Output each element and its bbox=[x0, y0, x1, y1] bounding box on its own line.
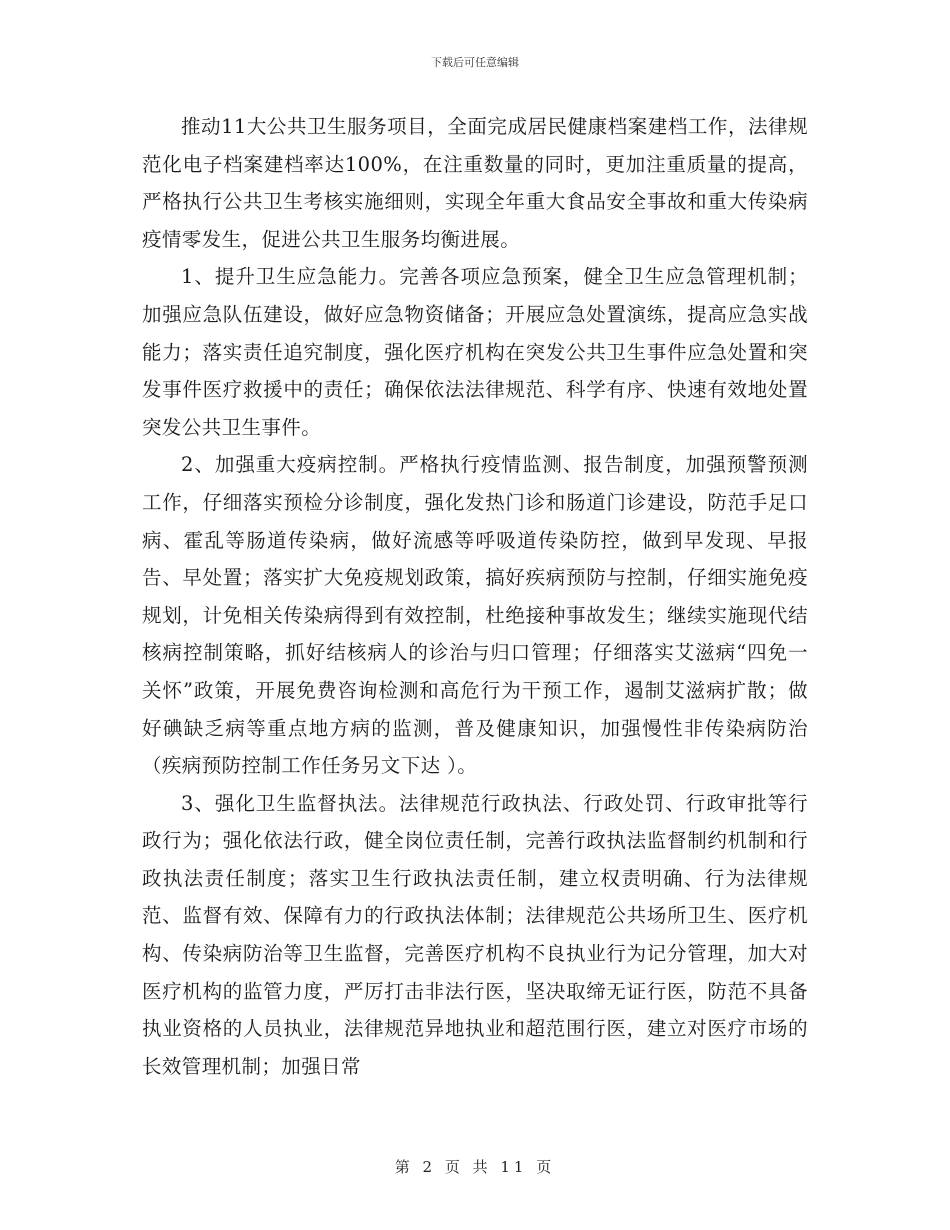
paragraph-intro: 推动11大公共卫生服务项目，全面完成居民健康档案建档工作，法律规范化电子档案建档率达100%，在注重数量的同时，更加注重质量的提高，严格执行公共卫生考核实施细则，实现全年重大食品安全事故和重大传染病疫情零发生，促进公共卫生服务均衡进展。 bbox=[142, 115, 808, 251]
paragraph-disease-control: 2、加强重大疫病控制。严格执行疫情监测、报告制度，加强预警预测工作，仔细落实预检分诊制度，强化发热门诊和肠道门诊建设，防范手足口病、霍乱等肠道传染病，做好流感等呼吸道传染防控，做到早发现、早报告、早处置；落实扩大免疫规划政策，搞好疾病预防与控制，仔细实施免疫规划，计免相关传染病得到有效控制，杜绝接种事故发生；继续实施现代结核病控制策略，抓好结核病人的诊治与归口管理；仔细落实艾滋病“四免一关怀”政策，开展免费咨询检测和高危行为干预工作，遏制艾滋病扩散；做好碘缺乏病等重点地方病的监测，普及健康知识，加强慢性非传染病防治（疾病预防控制工作任务另文下达 ）。 bbox=[142, 453, 808, 778]
paragraph-supervision: 3、强化卫生监督执法。法律规范行政执法、行政处罚、行政审批等行政行为；强化依法行政，健全岗位责任制，完善行政执法监督制约机制和行政执法责任制度；落实卫生行政执法责任制，建立权责明确、行为法律规范、监督有效、保障有力的行政执法体制；法律规范公共场所卫生、医疗机构、传染病防治等卫生监督，完善医疗机构不良执业行为记分管理，加大对医疗机构的监管力度，严厉打击非法行医，坚决取缔无证行医，防范不具备执业资格的人员执业，法律规范异地执业和超范围行医，建立对医疗市场的长效管理机制；加强日常 bbox=[142, 791, 808, 1078]
page-header: 下载后可任意编辑 bbox=[431, 56, 519, 69]
document-body bbox=[142, 108, 808, 1085]
paragraph-emergency: 1、提升卫生应急能力。完善各项应急预案，健全卫生应急管理机制；加强应急队伍建设，做好应急物资储备；开展应急处置演练，提高应急实战能力；落实责任追究制度，强化医疗机构在突发公共卫生事件应急处置和突发事件医疗救援中的责任；确保依法法律规范、科学有序、快速有效地处置突发公共卫生事件。 bbox=[142, 265, 808, 439]
page-footer: 第 2 页 共 11 页 bbox=[394, 1158, 556, 1176]
